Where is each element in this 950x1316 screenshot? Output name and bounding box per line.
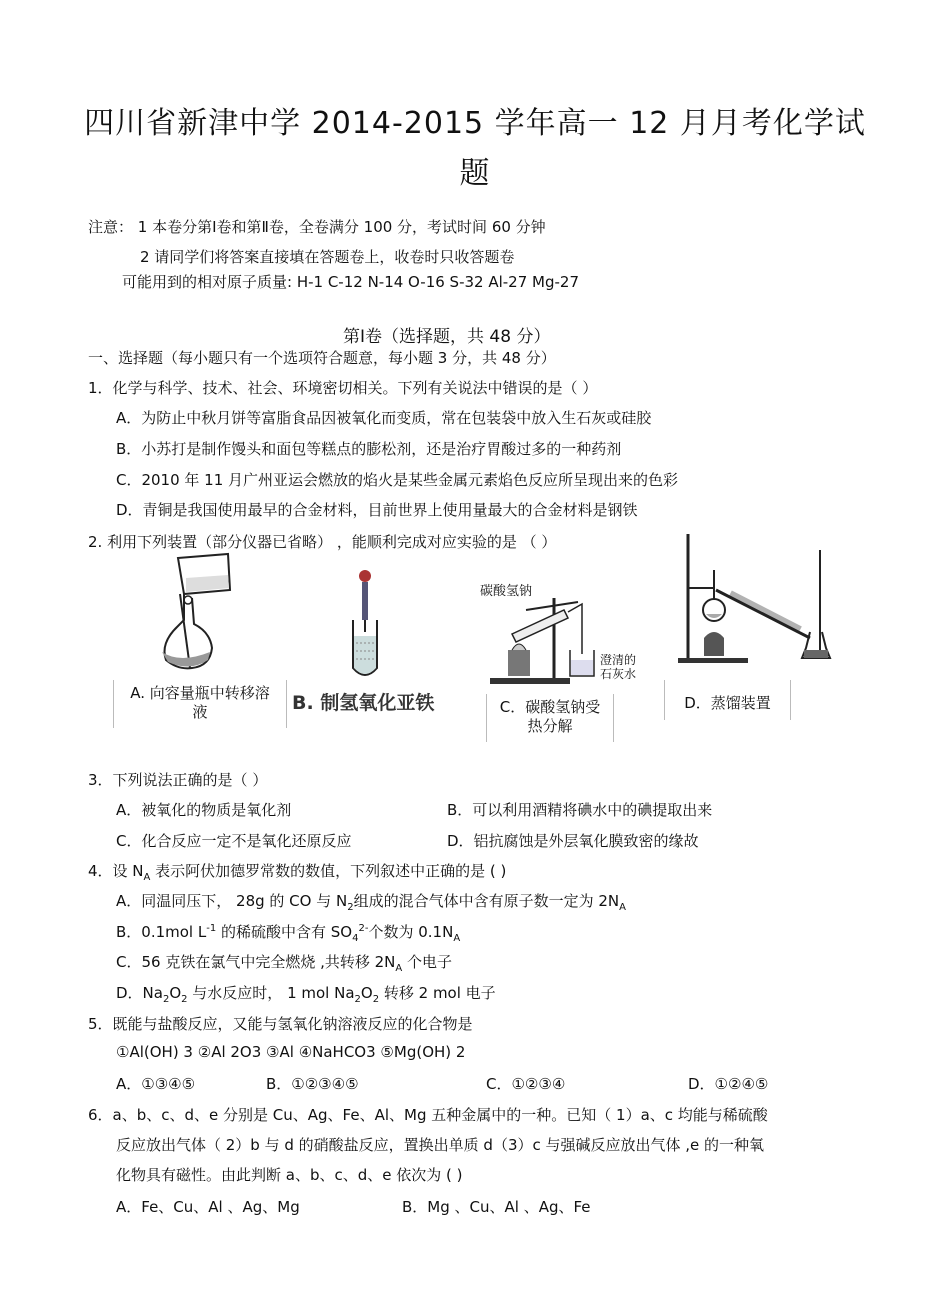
question-4-option-d-sub2: 2: [181, 994, 188, 1005]
question-4-option-d-rest2: 转移 2 mol 电子: [379, 984, 496, 1002]
question-4-option-d-mid: O: [169, 984, 182, 1002]
question-3-option-d: D．铝抗腐蚀是外层氧化膜致密的缘故: [447, 832, 699, 850]
page-title-continued: 题: [459, 156, 491, 191]
note-2: 2 请同学们将答案直接填在答题卷上，收卷时只收答题卷: [140, 248, 515, 266]
apparatus-c-caption: C．碳酸氢钠受热分解: [499, 698, 601, 735]
question-4-stem-sub: A: [143, 872, 151, 883]
question-4-option-a-start: A．同温同压下， 28g 的 CO 与 N: [116, 892, 348, 910]
question-5-stem: 5．既能与盐酸反应，又能与氢氧化钠溶液反应的化合物是: [88, 1015, 473, 1033]
question-4-option-c: [116, 951, 452, 974]
apparatus-b-caption: B. 制氢氧化亚铁: [292, 692, 435, 714]
question-6-stem-line3: 化物具有磁性。由此判断 a、b、c、d、e 依次为 ( ): [116, 1166, 463, 1184]
question-2-stem: 2. 利用下列装置（部分仪器已省略） ，能顺利完成对应实验的是 （ ）: [88, 533, 557, 551]
question-3-option-c: C．化合反应一定不是氧化还原反应: [116, 832, 352, 850]
question-1-option-c: C．2010 年 11 月广州亚运会燃放的焰火是某些金属元素焰色反应所呈现出来的色彩: [116, 471, 679, 489]
question-4-option-a-sub2: A: [619, 902, 626, 913]
note-1: 注意： 1 本卷分第Ⅰ卷和第Ⅱ卷，全卷满分 100 分，考试时间 60 分钟: [88, 218, 546, 236]
question-4-option-b-sup2: 2-: [358, 923, 369, 934]
apparatus-d-distillation: [670, 530, 840, 670]
question-5-option-d: D．①②④⑤: [688, 1075, 769, 1093]
question-1-stem: 1．化学与科学、技术、社会、环境密切相关。下列有关说法中错误的是（ ）: [88, 379, 598, 397]
page-title: 四川省新津中学 2014-2015 学年高一 12 月月考化学试: [84, 106, 866, 141]
question-1-option-b: B．小苏打是制作馒头和面包等糕点的膨松剂，还是治疗胃酸过多的一种药剂: [116, 440, 622, 458]
question-4-option-a-rest: 组成的混合气体中含有原子数一定为 2N: [353, 892, 620, 910]
question-4-option-a-sub: 2: [347, 902, 354, 913]
question-4-stem-rest: 表示阿伏加德罗常数的数值，下列叙述中正确的是 ( ): [150, 862, 507, 880]
apparatus-a-caption: A. 向容量瓶中转移溶液: [130, 684, 270, 721]
question-4-option-b: [116, 921, 460, 944]
question-4-option-c-start: C．56 克铁在氯气中完全燃烧 ,共转移 2N: [116, 953, 396, 971]
question-4-option-b-sub: 4: [352, 933, 359, 944]
label-limewater: [600, 653, 636, 681]
question-4-option-a: [116, 890, 626, 913]
question-4-option-c-sub: A: [395, 963, 403, 974]
question-5-option-a: A．①③④⑤: [116, 1075, 196, 1093]
question-1-option-d: D．青铜是我国使用最早的合金材料，目前世界上使用量最大的合金材料是钢铁: [116, 501, 638, 519]
apparatus-d-caption-box: [664, 680, 791, 720]
label-sodium-bicarbonate: 碳酸氢钠: [480, 584, 533, 599]
question-4-option-b-start: B．0.1mol L: [116, 923, 207, 941]
question-4-option-d-start: D．Na: [116, 984, 163, 1002]
section-heading: 第Ⅰ卷（选择题，共 48 分）: [343, 327, 551, 347]
question-6-option-b: B．Mg 、Cu、Al 、Ag、Fe: [402, 1198, 591, 1216]
question-4-option-b-rest: 的稀硫酸中含有 SO: [216, 923, 353, 941]
apparatus-b-test-tube: [340, 568, 390, 683]
question-6-stem-line1: 6．a、b、c、d、e 分别是 Cu、Ag、Fe、Al、Mg 五种金属中的一种。已知（ 1）a、c 均能与稀硫酸: [88, 1106, 768, 1124]
question-3-option-b: B．可以利用酒精将碘水中的碘提取出来: [447, 801, 713, 819]
label-limewater-line2: 石灰水: [600, 667, 637, 681]
question-4-stem-start: 4．设 N: [88, 862, 144, 880]
question-5-items: ①Al(OH) 3 ②Al 2O3 ③Al ④NaHCO3 ⑤Mg(OH) 2: [116, 1043, 466, 1061]
question-5-option-b: B．①②③④⑤: [266, 1075, 359, 1093]
label-limewater-line1: 澄清的: [600, 653, 637, 667]
question-4-option-d: [116, 982, 496, 1005]
question-5-option-c: C．①②③④: [486, 1075, 566, 1093]
question-6-stem-line2: 反应放出气体（ 2）b 与 d 的硝酸盐反应，置换出单质 d（3）c 与强碱反应放出气体 ,e 的一种氧: [116, 1136, 765, 1154]
question-4-option-b-sup: -1: [206, 923, 217, 934]
apparatus-d-caption: D．蒸馏装置: [684, 694, 771, 712]
question-4-option-d-sub1: 2: [162, 994, 170, 1005]
question-4-option-d-sub4: 2: [372, 994, 380, 1005]
question-3-option-a: A．被氧化的物质是氧化剂: [116, 801, 292, 819]
apparatus-a-caption-box: [113, 680, 287, 728]
question-3-stem: 3．下列说法正确的是（ ）: [88, 771, 268, 789]
question-4-option-c-rest: 个电子: [402, 953, 453, 971]
question-4-stem: [88, 860, 506, 883]
question-4-option-d-rest: 与水反应时， 1 mol Na: [187, 984, 355, 1002]
question-4-option-d-sub3: 2: [354, 994, 361, 1005]
question-1-option-a: A．为防止中秋月饼等富脂食品因被氧化而变质，常在包装袋中放入生石灰或硅胶: [116, 409, 652, 427]
question-4-option-b-rest2: 个数为 0.1N: [368, 923, 454, 941]
section-intro: 一、选择题（每小题只有一个选项符合题意，每小题 3 分，共 48 分）: [88, 349, 556, 367]
question-6-option-a: A．Fe、Cu、Al 、Ag、Mg: [116, 1198, 300, 1216]
apparatus-a-volumetric-flask: [150, 548, 250, 678]
question-4-option-d-mid2: O: [360, 984, 373, 1002]
question-4-option-b-sub2: A: [453, 933, 461, 944]
note-atomic-masses: 可能用到的相对原子质量: H-1 C-12 N-14 O-16 S-32 Al-27 Mg-27: [122, 273, 579, 291]
apparatus-c-caption-box: [486, 694, 614, 742]
